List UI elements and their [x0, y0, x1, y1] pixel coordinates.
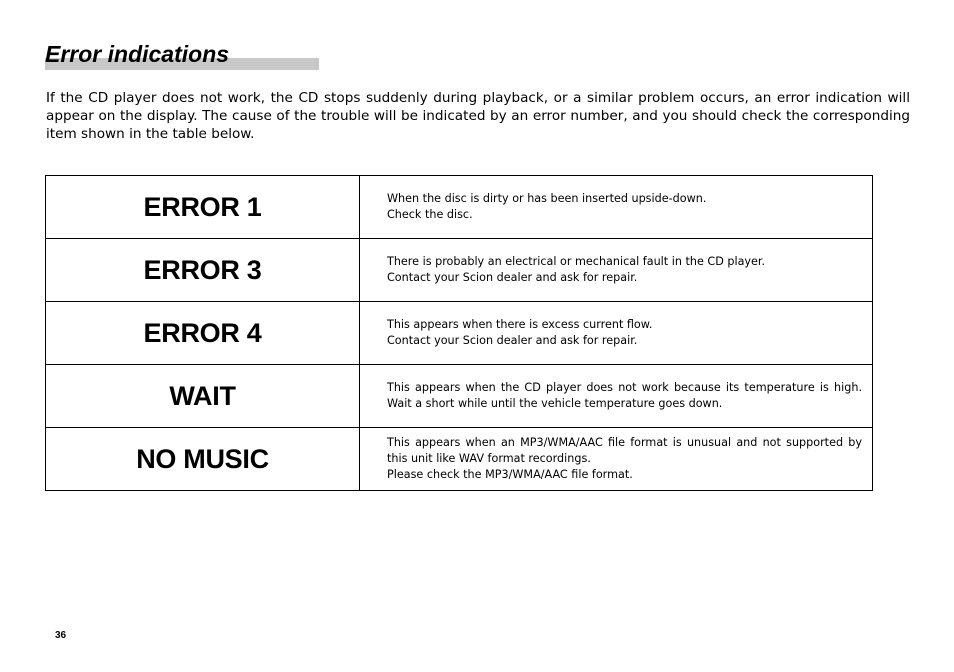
page-number: 36 [55, 630, 67, 641]
description-line: This appears when the CD player does not work because its temperature is high. [387, 381, 862, 394]
page-title: Error indications [45, 41, 230, 67]
error-description [360, 428, 873, 491]
error-indications-table [45, 175, 873, 491]
error-code: ERROR 1 [46, 176, 360, 239]
table-row [46, 428, 873, 491]
description-line: Wait a short while until the vehicle temperature goes down. [387, 397, 723, 410]
description-line: Check the disc. [387, 208, 473, 221]
error-code: WAIT [46, 365, 360, 428]
description-line: When the disc is dirty or has been inserted upside-down. [387, 192, 707, 205]
description-line: This appears when there is excess current flow. [387, 318, 653, 331]
error-description [360, 239, 873, 302]
error-code: NO MUSIC [46, 428, 360, 491]
section-heading [45, 40, 319, 70]
intro-paragraph: If the CD player does not work, the CD stops suddenly during playback, or a similar problem occurs, an error indication will appear on the display. The cause of the trouble will be indicated by an error number, and you should check the corresponding item shown in the table below. [46, 90, 910, 142]
error-description [360, 176, 873, 239]
description-line: This appears when an MP3/WMA/AAC file format is unusual and not supported by [387, 436, 862, 449]
error-code: ERROR 4 [46, 302, 360, 365]
description-line: There is probably an electrical or mechanical fault in the CD player. [387, 255, 766, 268]
table-row [46, 365, 873, 428]
description-line: Please check the MP3/WMA/AAC file format. [387, 468, 633, 481]
description-line: Contact your Scion dealer and ask for repair. [387, 271, 638, 284]
table-row [46, 239, 873, 302]
table-row [46, 302, 873, 365]
error-code: ERROR 3 [46, 239, 360, 302]
error-description [360, 302, 873, 365]
description-line: Contact your Scion dealer and ask for repair. [387, 334, 638, 347]
description-line: this unit like WAV format recordings. [387, 452, 591, 465]
error-description [360, 365, 873, 428]
table-row [46, 176, 873, 239]
